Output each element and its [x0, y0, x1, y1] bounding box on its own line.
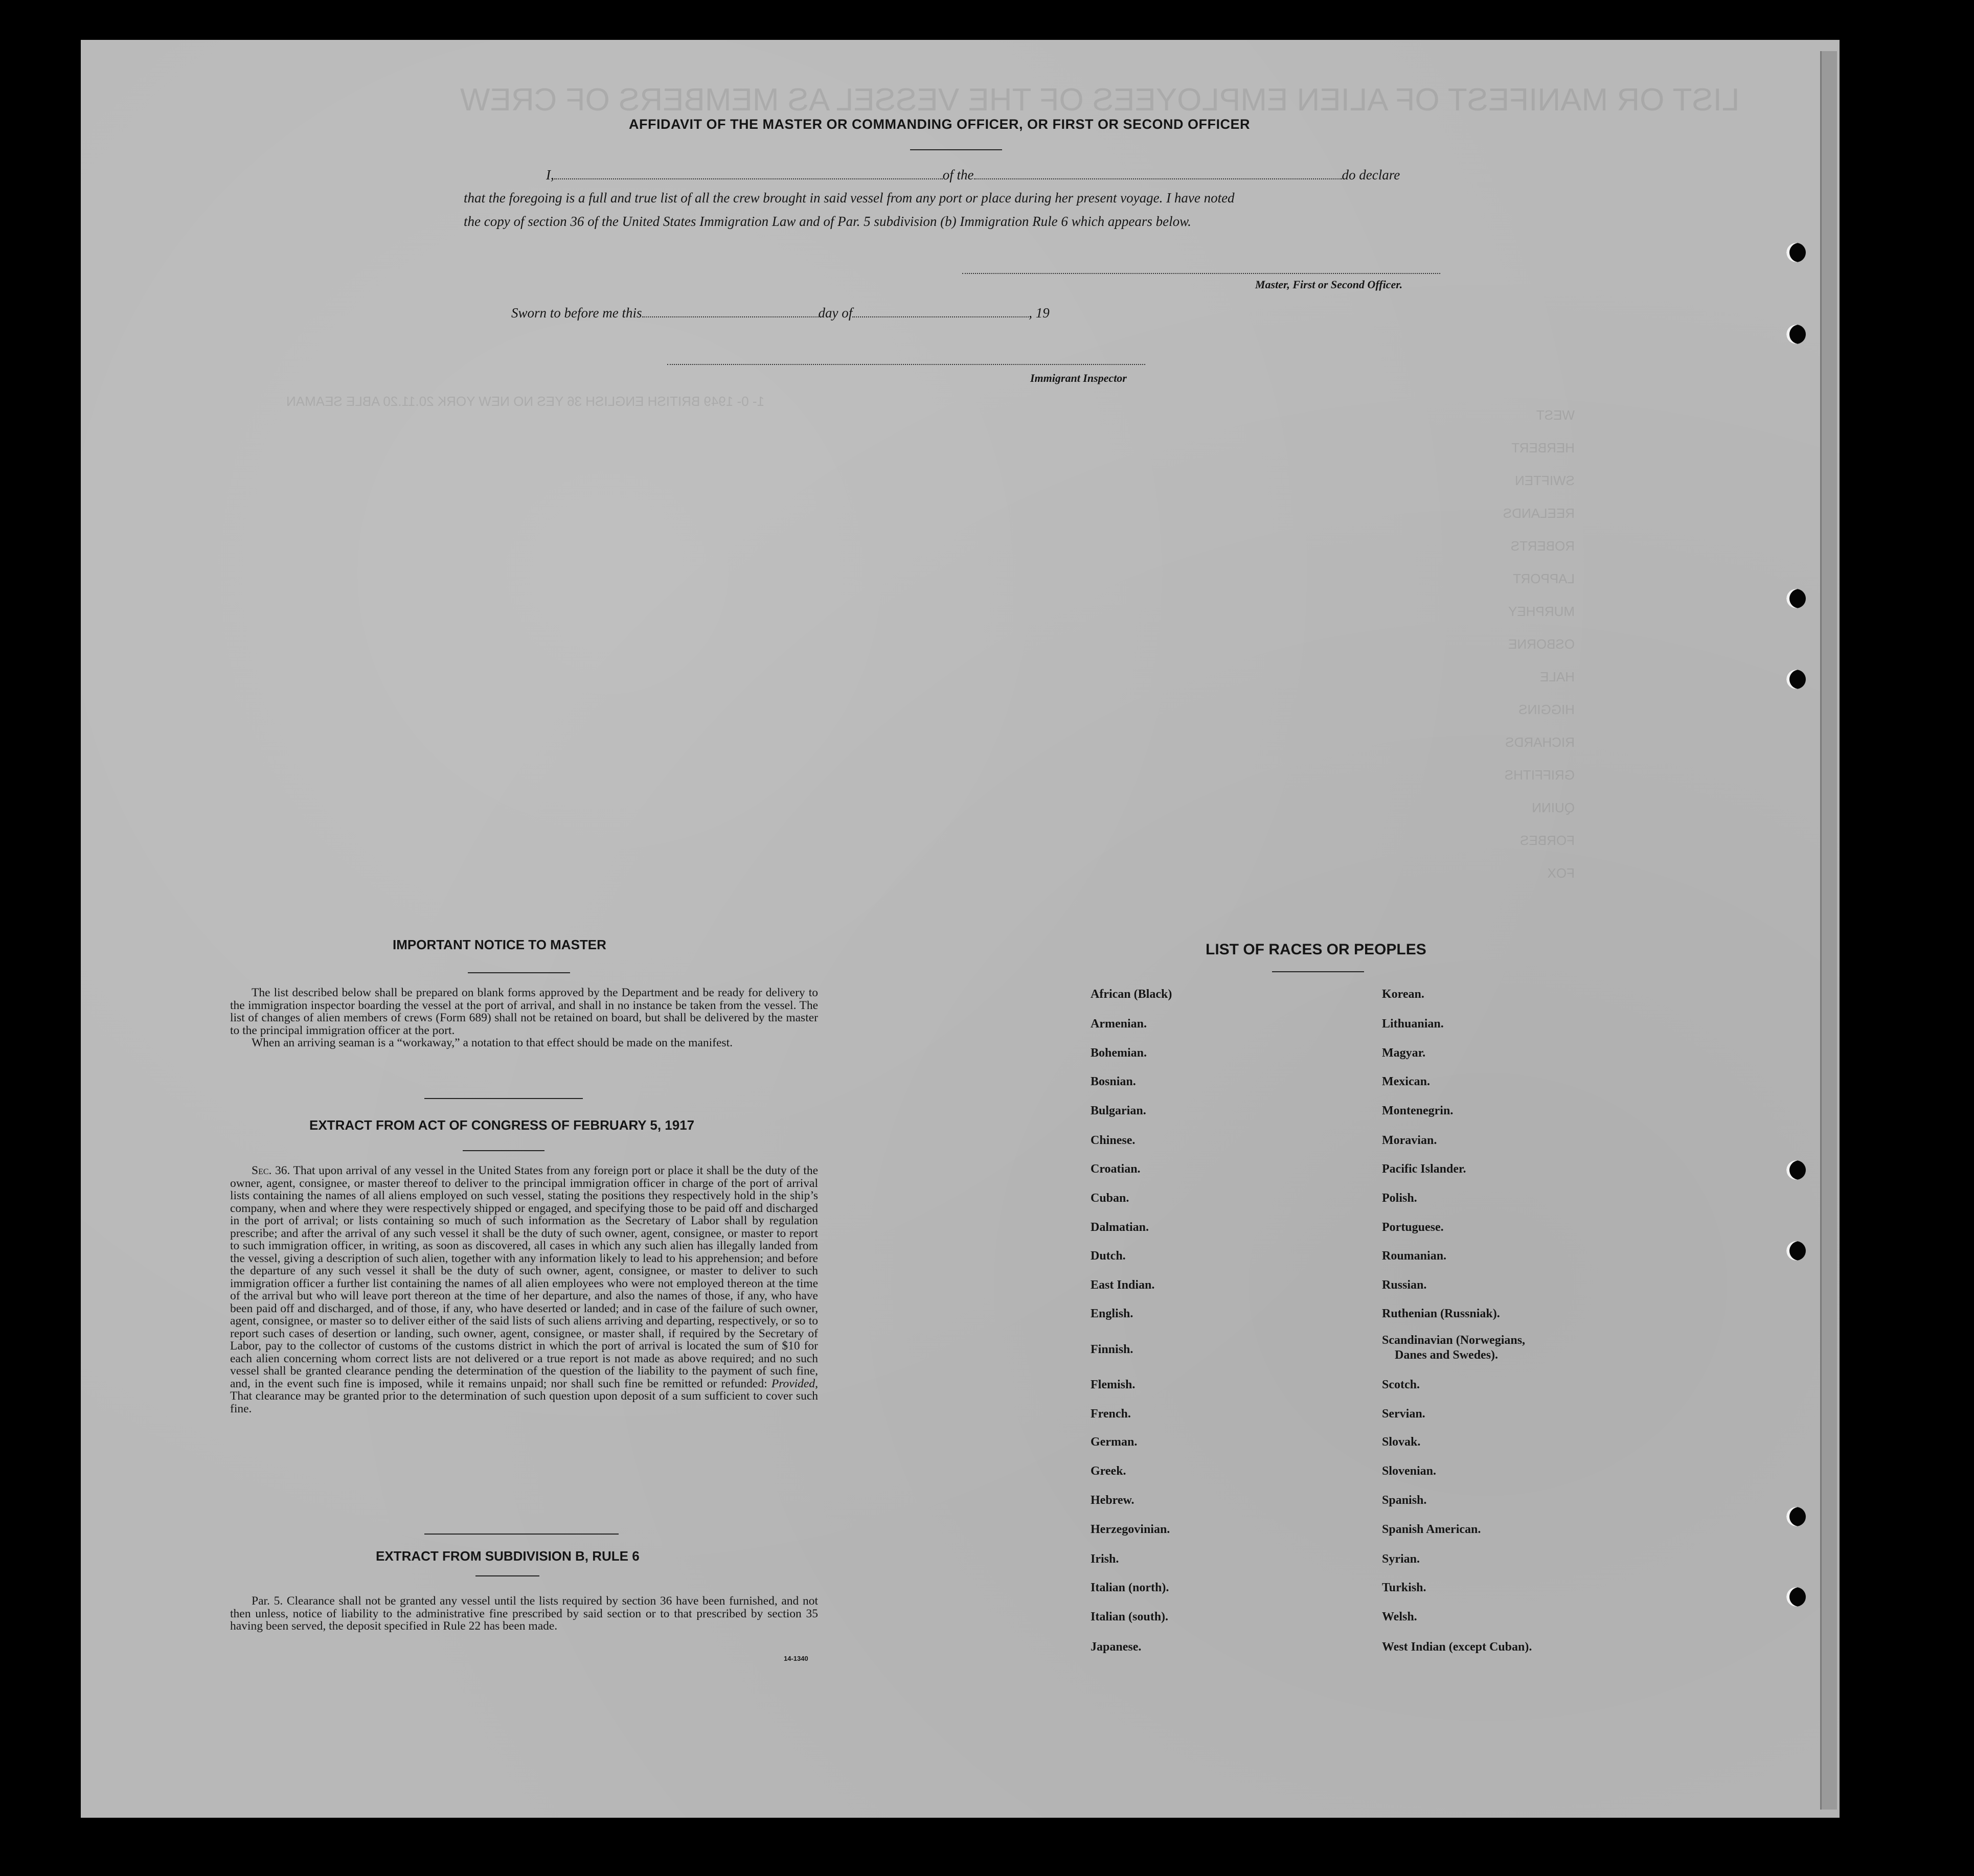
punch-hole: [1786, 1241, 1806, 1261]
vessel-name-field[interactable]: [974, 178, 1342, 179]
race-item: Japanese.: [1091, 1640, 1142, 1654]
race-item: Danes and Swedes).: [1395, 1348, 1499, 1362]
extract-act-title: EXTRACT FROM ACT OF CONGRESS OF FEBRUARY 5, 1917: [309, 1117, 695, 1133]
notice-rule: [468, 972, 570, 973]
race-item: Moravian.: [1382, 1134, 1437, 1147]
declarant-name-field[interactable]: [554, 178, 943, 179]
bleed-through-row: 1- 0- 1949 BRITISH ENGLISH 36 YES NO NEW YORK 20.11.20 ABLE SEAMAN: [286, 394, 764, 409]
sworn-year-label: , 19: [1029, 305, 1050, 321]
master-signature-line[interactable]: [962, 273, 1440, 274]
race-item: Pacific Islander.: [1382, 1162, 1466, 1176]
race-item: Roumanian.: [1382, 1249, 1447, 1263]
punch-hole: [1786, 243, 1806, 262]
punch-hole: [1786, 1587, 1806, 1607]
race-item: Finnish.: [1091, 1343, 1133, 1356]
race-item: Russian.: [1382, 1278, 1427, 1292]
declaration-line-3: the copy of section 36 of the United States Immigration Law and of Par. 5 subdivision (b) Immigration Rule 6 which appears below.: [464, 214, 1191, 229]
punch-hole: [1786, 1160, 1806, 1180]
punch-hole: [1786, 670, 1806, 689]
race-item: Mexican.: [1382, 1075, 1430, 1088]
race-item: Scotch.: [1382, 1378, 1420, 1391]
sworn-day-field[interactable]: [642, 316, 819, 317]
race-item: Hebrew.: [1091, 1494, 1135, 1507]
declaration-line-1: [546, 167, 1400, 183]
section-rule: [424, 1098, 583, 1099]
notice-paragraph-2: When an arriving seaman is a “workaway,” a notation to that effect should be made on the manifest.: [252, 1036, 733, 1049]
race-item: Korean.: [1382, 988, 1424, 1001]
race-item: Dalmatian.: [1091, 1221, 1149, 1234]
sworn-prefix: Sworn to before me this: [511, 305, 642, 321]
section-rule: [424, 1534, 619, 1535]
race-item: Herzegovinian.: [1091, 1523, 1170, 1536]
race-item: Irish.: [1091, 1552, 1119, 1566]
race-item: German.: [1091, 1435, 1138, 1449]
race-item: Dutch.: [1091, 1249, 1126, 1263]
race-item: Scandinavian (Norwegians,: [1382, 1334, 1526, 1347]
race-item: Slovak.: [1382, 1435, 1421, 1449]
page-edge: [1820, 51, 1837, 1810]
day-of-label: day of: [818, 305, 853, 321]
extract-rule-body: Par. 5. Clearance shall not be granted any vessel until the lists required by section 36 have been furnished, and not then unless, notice of liability to the administrative fine prescribed by said section or to that prescribed by section 35 having been served, the deposit specified in Rule 22 has been made.: [230, 1594, 818, 1633]
race-item: Montenegrin.: [1382, 1104, 1454, 1117]
inspector-caption: Immigrant Inspector: [1030, 372, 1127, 384]
race-item: Flemish.: [1091, 1378, 1136, 1391]
race-item: Cuban.: [1091, 1192, 1129, 1205]
race-item: Syrian.: [1382, 1552, 1420, 1566]
sworn-month-field[interactable]: [852, 316, 1029, 317]
declarant-prefix: I,: [546, 167, 554, 182]
race-item: Magyar.: [1382, 1046, 1426, 1060]
punch-hole: [1786, 589, 1806, 608]
declaration-line-2: that the foregoing is a full and true list of all the crew brought in said vessel from any port or place during her present voyage. I have noted: [464, 190, 1235, 205]
race-item: Slovenian.: [1382, 1465, 1437, 1478]
races-title: LIST OF RACES OR PEOPLES: [1206, 941, 1426, 958]
race-item: English.: [1091, 1307, 1133, 1320]
race-item: Bosnian.: [1091, 1075, 1136, 1088]
of-the-label: of the: [942, 167, 974, 182]
declare-label: do declare: [1342, 167, 1400, 182]
important-notice-body: [230, 987, 818, 1049]
race-item: Welsh.: [1382, 1610, 1417, 1623]
section-rule-short: [475, 1575, 539, 1576]
notice-paragraph-1: The list described below shall be prepared on blank forms approved by the Department and be ready for delivery to the immigration inspector boarding the vessel at the port of arrival, and shall in no instance be taken from the vessel. The list of changes of alien members of crews (Form 689) shall not be retained on board, but shall be delivered by the master to the principal immigration officer at the port.: [230, 986, 818, 1037]
master-caption: Master, First or Second Officer.: [1255, 278, 1403, 291]
race-item: Spanish American.: [1382, 1523, 1481, 1536]
race-item: Bulgarian.: [1091, 1104, 1146, 1117]
race-item: Bohemian.: [1091, 1046, 1147, 1060]
race-item: Polish.: [1382, 1192, 1417, 1205]
extract-act-body: Sec. 36. That upon arrival of any vessel in the United States from any foreign port or place it shall be the duty of the owner, agent, consignee, or master thereof to deliver to the principal immigration officer in charge of the port of arrival lists containing the names of all aliens employed on such vessel, stating the positions they respectively hold in the ship’s company, when and where they were respectively shipped or engaged, and specifying those to be paid off and discharged in the port of arrival; or lists containing so much of such information as the Secretary of Labor shall by regulation prescribe; and after the arrival of any such vessel it shall be the duty of such owner, agent, consignee, or master to report to such immigration officer, in writing, as soon as discovered, all cases in which any such alien has illegally landed from the vessel, giving a description of such alien, together with any information likely to lead to his apprehension; and before the departure of any such vessel it shall be the duty of such owner, agent, consignee, or master to deliver to such immigration officer a further list containing the names of all alien employees who were not employed thereon at the time of the arrival but who will leave port thereon at the time of her departure, and also the names of those, if any, who have been paid off and discharged, and of those, if any, who have deserted or landed; and in case of the failure of such owner, agent, consignee, or master so to deliver either of the said lists of such aliens arriving and departing, respectively, or so to report such cases of desertion or landing, such owner, agent, consignee, or master shall, if required by the Secretary of Labor, pay to the collector of customs of the customs district in which the port of arrival is located the sum of $10 for each alien concerning whom correct lists are not delivered or a true report is not made as above required; and no such vessel shall be granted clearance pending the determination of the question of the liability to the payment of such fine, and, in the event such fine is imposed, while it remains unpaid; nor shall such fine be remitted or refunded: Provided, That clearance may be granted prior to the determination of such question upon deposit of a sum sufficient to cover such fine.: [230, 1164, 819, 1415]
race-item: French.: [1091, 1407, 1131, 1421]
section-label: Sec. 36.: [252, 1164, 290, 1177]
form-number: 14-1340: [784, 1655, 808, 1662]
race-item: Italian (north).: [1091, 1581, 1169, 1594]
race-item: Turkish.: [1382, 1581, 1426, 1594]
race-item: Lithuanian.: [1382, 1017, 1444, 1031]
punch-hole: [1786, 325, 1806, 344]
race-item: East Indian.: [1091, 1278, 1155, 1292]
race-item: Italian (south).: [1091, 1610, 1169, 1623]
extract-rule-title: EXTRACT FROM SUBDIVISION B, RULE 6: [376, 1548, 640, 1564]
race-item: Croatian.: [1091, 1162, 1141, 1176]
bleed-through-header: LIST OR MANIFEST OF ALIEN EMPLOYEES OF THE VESSEL AS MEMBERS OF CREW: [460, 82, 1740, 118]
race-item: Armenian.: [1091, 1017, 1147, 1031]
inspector-signature-line[interactable]: [667, 364, 1145, 365]
race-item: Chinese.: [1091, 1134, 1136, 1147]
sworn-line: [511, 305, 1050, 321]
race-item: African (Black): [1091, 988, 1172, 1001]
affidavit-title: AFFIDAVIT OF THE MASTER OR COMMANDING OFFICER, OR FIRST OR SECOND OFFICER: [629, 117, 1250, 132]
races-rule: [1272, 971, 1364, 972]
race-item: Ruthenian (Russniak).: [1382, 1307, 1500, 1320]
bleed-through-column: WEST HERBERT SWIFTEN REELANDS ROBERTS LAPPORT MURPHEY OSBORNE HALE HIGGINS RICHARDS GRIFFITHS QUINN FORBES FOX: [1503, 407, 1575, 881]
race-item: Greek.: [1091, 1465, 1126, 1478]
race-item: Servian.: [1382, 1407, 1425, 1421]
race-item: Portuguese.: [1382, 1221, 1444, 1234]
race-item: West Indian (except Cuban).: [1382, 1640, 1532, 1654]
section-rule-short: [463, 1150, 544, 1151]
important-notice-title: IMPORTANT NOTICE TO MASTER: [393, 937, 606, 952]
punch-hole: [1786, 1507, 1806, 1526]
race-item: Spanish.: [1382, 1494, 1427, 1507]
title-rule: [910, 149, 1002, 150]
